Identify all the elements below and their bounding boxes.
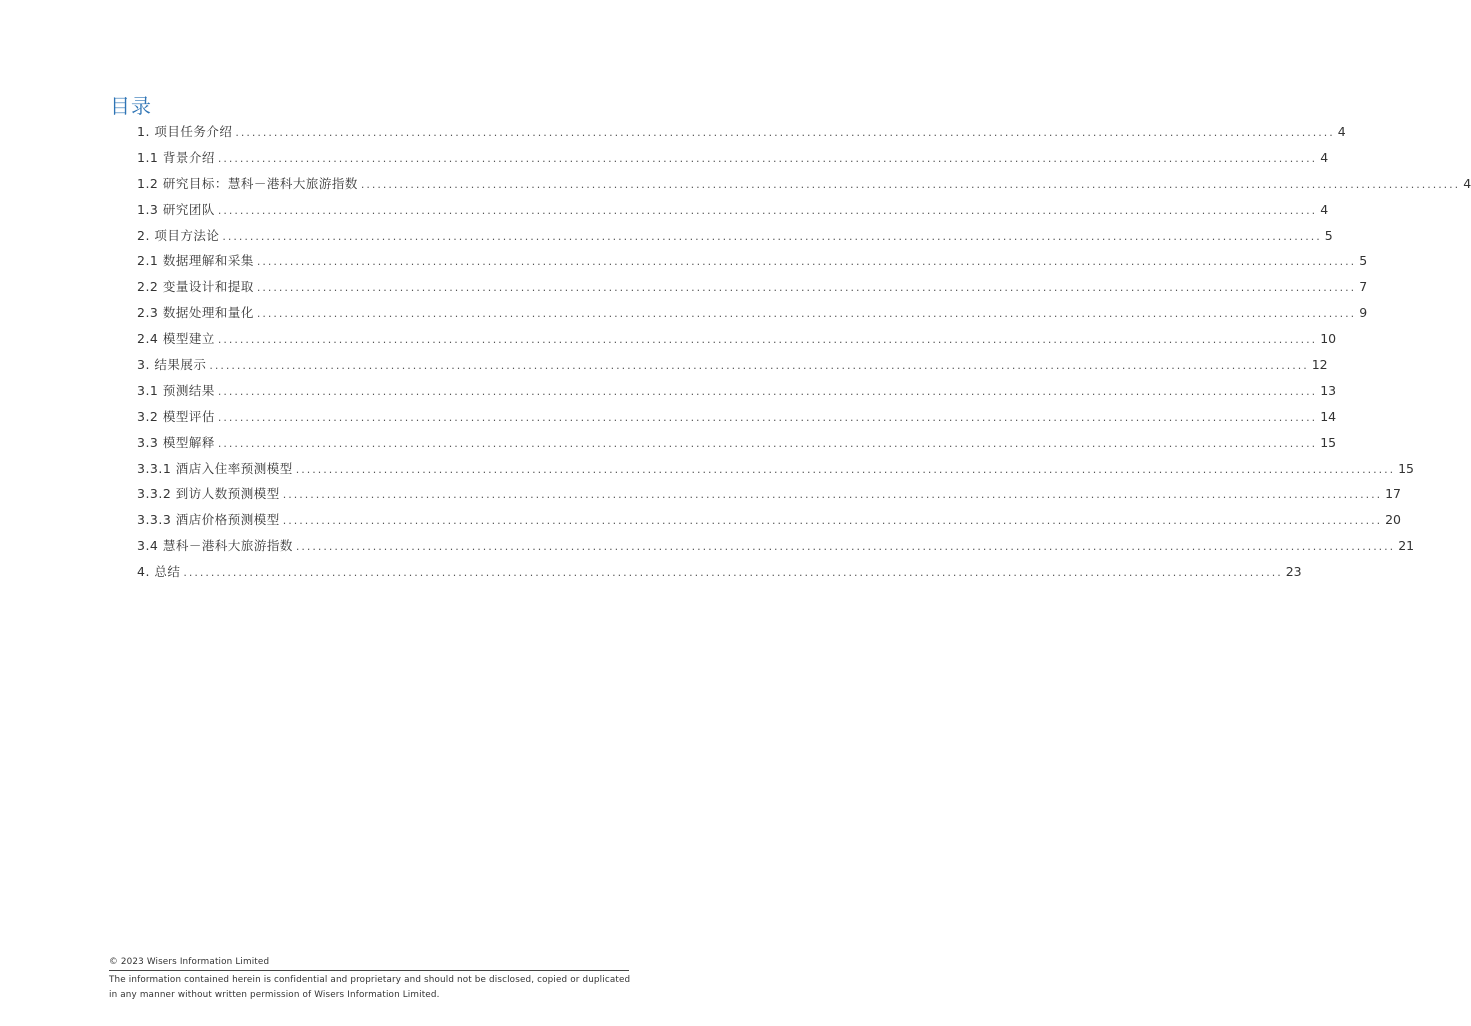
toc-entry-label: 3.1 预测结果 [137, 382, 215, 398]
toc-leader-dots: ........................................................................................................................................................................................................ [209, 359, 1309, 373]
page-footer [109, 955, 629, 1003]
toc-entry[interactable] [137, 148, 1329, 174]
toc-entry-label: 2.3 数据处理和量化 [137, 305, 254, 321]
toc-entry[interactable] [137, 433, 1337, 459]
toc-leader-dots: ........................................................................................................................................................................................................ [183, 566, 1283, 580]
toc-entry[interactable] [137, 303, 1368, 329]
toc-page-number: 7 [1359, 279, 1368, 295]
toc-leader-dots: ........................................................................................................................................................................................................ [282, 514, 1383, 528]
toc-page-number: 17 [1385, 486, 1402, 502]
toc-page-number: 10 [1320, 331, 1337, 347]
toc-leader-dots: ........................................................................................................................................................................................................ [235, 126, 1335, 139]
toc-entry[interactable] [137, 484, 1402, 510]
toc-entry[interactable] [137, 536, 1415, 562]
toc-leader-dots: ........................................................................................................................................................................................................ [256, 307, 1357, 321]
toc-entry[interactable] [137, 329, 1337, 355]
toc-page-number: 21 [1398, 538, 1415, 554]
toc-page-number: 23 [1285, 564, 1302, 580]
toc-entry-label: 1. 项目任务介绍 [137, 124, 233, 139]
toc-entry-label: 3.3.3 酒店价格预测模型 [137, 512, 280, 528]
toc-entry[interactable] [137, 174, 1471, 200]
toc-entry-label: 3. 结果展示 [137, 357, 207, 373]
toc-entry[interactable] [137, 277, 1368, 303]
toc-entry-label: 1.3 研究团队 [137, 201, 215, 217]
toc-page-number: 9 [1359, 305, 1368, 321]
copyright-text: © 2023 Wisers Information Limited [109, 957, 270, 967]
toc-leader-dots: ........................................................................................................................................................................................................ [282, 488, 1383, 502]
toc-page-number: 13 [1320, 382, 1337, 398]
toc-leader-dots: ........................................................................................................................................................................................................ [295, 462, 1396, 476]
toc-leader-dots: ........................................................................................................................................................................................................ [217, 333, 1318, 347]
toc-entry-label: 2.1 数据理解和采集 [137, 253, 254, 269]
toc-leader-dots: ........................................................................................................................................................................................................ [360, 177, 1461, 191]
toc-entry-label: 3.4 慧科－港科大旅游指数 [137, 538, 293, 554]
toc-leader-dots: ........................................................................................................................................................................................................ [217, 410, 1318, 424]
toc-entry[interactable] [137, 381, 1337, 407]
toc-page-number: 20 [1385, 512, 1402, 528]
toc-page-number: 14 [1320, 408, 1337, 424]
toc-entry-label: 3.3 模型解释 [137, 434, 215, 450]
toc-leader-dots: ........................................................................................................................................................................................................ [222, 229, 1322, 243]
toc-entry-label: 1.2 研究目标：慧科－港科大旅游指数 [137, 175, 358, 191]
toc-entry-label: 3.3.2 到访人数预测模型 [137, 486, 280, 502]
toc-entry-label: 3.2 模型评估 [137, 408, 215, 424]
toc-page-number: 15 [1398, 460, 1415, 476]
toc-page-number: 4 [1337, 124, 1346, 139]
toc-entry[interactable] [137, 510, 1402, 536]
toc-leader-dots: ........................................................................................................................................................................................................ [256, 281, 1357, 295]
toc-leader-dots: ........................................................................................................................................................................................................ [217, 436, 1318, 450]
toc-page-number: 4 [1320, 149, 1329, 165]
toc-page-number: 4 [1463, 175, 1471, 191]
toc-entry[interactable] [137, 200, 1329, 226]
confidentiality-notice-line-1: The information contained herein is confidential and proprietary and should not be disclosed, copied or duplicated [109, 975, 631, 985]
toc-entry-label: 1.1 背景介绍 [137, 149, 215, 165]
toc-entry[interactable] [137, 407, 1337, 433]
toc-page-number: 12 [1311, 357, 1328, 373]
toc-entry-label: 2.2 变量设计和提取 [137, 279, 254, 295]
confidentiality-notice-line-2: in any manner without written permission of Wisers Information Limited. [109, 990, 440, 1000]
toc-leader-dots: ........................................................................................................................................................................................................ [295, 540, 1396, 554]
toc-entry-label: 3.3.1 酒店入住率预测模型 [137, 460, 293, 476]
toc-leader-dots: ........................................................................................................................................................................................................ [256, 255, 1357, 269]
toc-leader-dots: ........................................................................................................................................................................................................ [217, 384, 1318, 398]
toc-entry-label: 2. 项目方法论 [137, 227, 220, 243]
toc-entry-label: 4. 总结 [137, 564, 181, 580]
toc-page-number: 5 [1324, 227, 1333, 243]
toc-entry[interactable] [137, 355, 1328, 381]
toc-page-number: 15 [1320, 434, 1337, 450]
toc-entry[interactable] [137, 459, 1415, 485]
toc-page-number: 5 [1359, 253, 1368, 269]
toc-entry[interactable] [137, 226, 1333, 252]
table-of-contents [137, 122, 1471, 588]
toc-leader-dots: ........................................................................................................................................................................................................ [217, 203, 1318, 217]
footer-divider [109, 970, 629, 971]
toc-leader-dots: ........................................................................................................................................................................................................ [217, 151, 1318, 165]
page-title: 目录 [110, 94, 152, 118]
toc-entry[interactable] [137, 251, 1368, 277]
toc-page-number: 4 [1320, 201, 1329, 217]
toc-entry[interactable] [137, 122, 1346, 148]
toc-entry-label: 2.4 模型建立 [137, 331, 215, 347]
toc-entry[interactable] [137, 562, 1302, 588]
